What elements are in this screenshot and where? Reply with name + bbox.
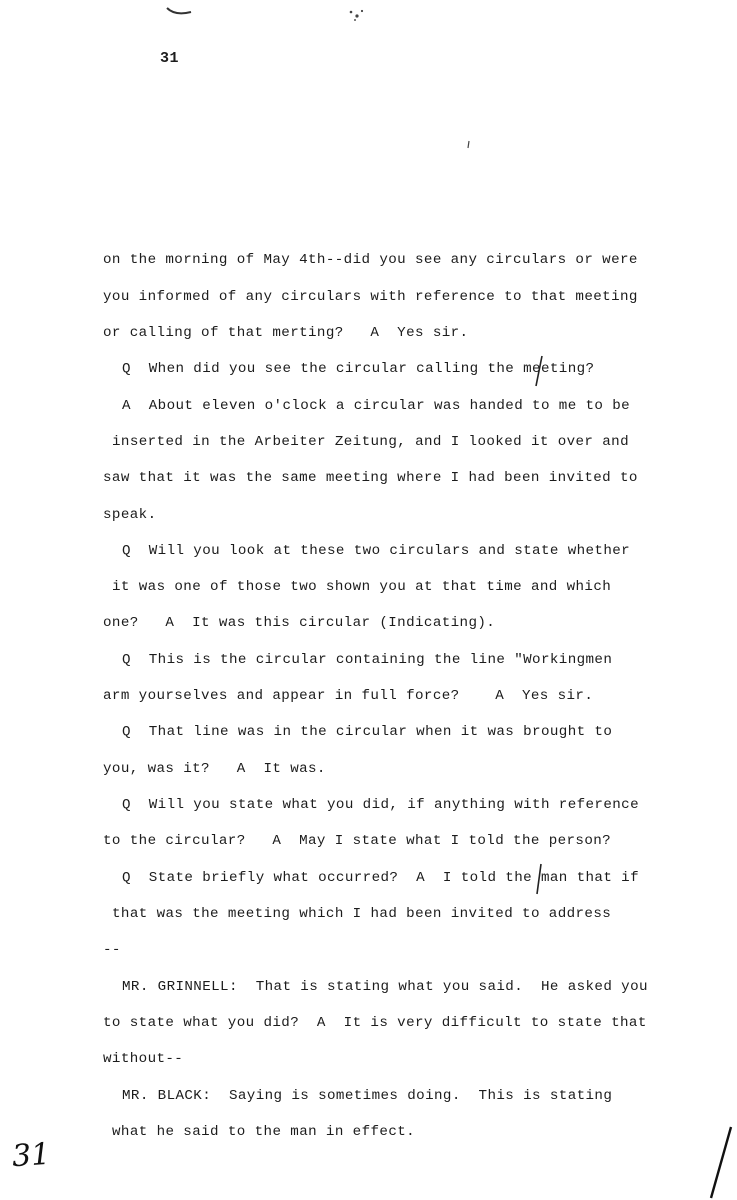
text-line: Q Will you state what you did, if anything with reference	[122, 797, 640, 813]
text-line: saw that it was the same meeting where I had been invited to	[103, 470, 638, 486]
text-line: without--	[103, 1051, 184, 1067]
text-line: to the circular? A May I state what I told the person?	[103, 833, 612, 849]
text-line: --	[103, 942, 121, 958]
text-line: you, was it? A It was.	[103, 761, 326, 777]
text-line: Q When did you see the circular calling the meeting?	[122, 361, 595, 377]
text-line: Q That line was in the circular when it was brought to	[122, 724, 613, 740]
stray-tick-mark	[466, 140, 472, 150]
handwritten-slash-mark	[533, 862, 545, 896]
text-line: that was the meeting which I had been invited to address	[112, 906, 612, 922]
text-line: speak.	[103, 507, 157, 523]
text-line: arm yourselves and appear in full force? A Yes sir.	[103, 688, 594, 704]
text-line: it was one of those two shown you at that time and which	[112, 579, 612, 595]
text-line: you informed of any circulars with reference to that meeting	[103, 289, 638, 305]
text-line: Q This is the circular containing the line "Workingmen	[122, 652, 613, 668]
top-speckle-mark	[345, 6, 369, 24]
text-line: Q State briefly what occurred? A I told the man that if	[122, 870, 640, 886]
text-line: what he said to the man in effect.	[112, 1124, 416, 1140]
text-line: Q Will you look at these two circulars and state whether	[122, 543, 631, 559]
text-line: one? A It was this circular (Indicating).	[103, 615, 496, 631]
top-smudge-mark	[165, 4, 195, 18]
handwritten-slash-mark	[533, 354, 545, 388]
text-line: MR. BLACK: Saying is sometimes doing. This is stating	[122, 1088, 613, 1104]
text-line: on the morning of May 4th--did you see any circulars or were	[103, 252, 638, 268]
text-line: A About eleven o'clock a circular was handed to me to be	[122, 398, 631, 414]
edge-pen-stroke	[705, 1125, 735, 1200]
text-line: inserted in the Arbeiter Zeitung, and I looked it over and	[112, 434, 630, 450]
text-line: MR. GRINNELL: That is stating what you said. He asked you	[122, 979, 648, 995]
text-line: or calling of that merting? A Yes sir.	[103, 325, 469, 341]
text-line: to state what you did? A It is very difficult to state that	[103, 1015, 647, 1031]
page-number: 31	[160, 50, 180, 67]
handwritten-margin-number: 31	[10, 1136, 52, 1175]
